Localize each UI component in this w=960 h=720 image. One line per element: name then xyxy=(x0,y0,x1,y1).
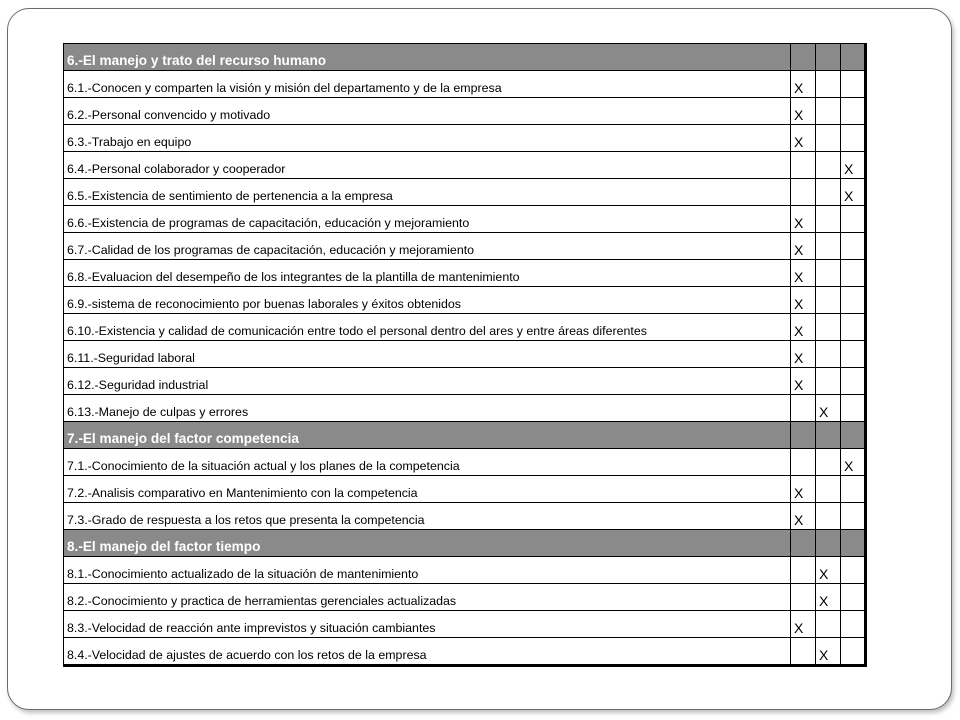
rating-cell-1: X xyxy=(791,233,816,260)
criterion-text: 8.3.-Velocidad de reacción ante imprevistos y situación cambiantes xyxy=(64,611,791,638)
section-header-row xyxy=(64,530,866,557)
rating-cell-3 xyxy=(841,341,866,368)
rating-cell-2 xyxy=(816,368,841,395)
criterion-text: 8.1.-Conocimiento actualizado de la situación de mantenimiento xyxy=(64,557,791,584)
rating-cell-1 xyxy=(791,395,816,422)
section-title: 6.-El manejo y trato del recurso humano xyxy=(64,44,791,71)
section-title: 8.-El manejo del factor tiempo xyxy=(64,530,791,557)
rating-cell-1: X xyxy=(791,287,816,314)
table-row xyxy=(64,179,866,206)
section-header-cell xyxy=(841,530,866,557)
rating-cell-2 xyxy=(816,206,841,233)
rating-cell-1: X xyxy=(791,71,816,98)
rating-cell-1 xyxy=(791,638,816,666)
criterion-text: 6.3.-Trabajo en equipo xyxy=(64,125,791,152)
criterion-text: 6.8.-Evaluacion del desempeño de los integrantes de la plantilla de mantenimiento xyxy=(64,260,791,287)
section-header-cell xyxy=(816,422,841,449)
evaluation-table xyxy=(63,43,867,667)
rating-cell-1: X xyxy=(791,476,816,503)
rating-cell-2 xyxy=(816,287,841,314)
rating-cell-3 xyxy=(841,557,866,584)
rating-cell-3 xyxy=(841,503,866,530)
rating-cell-3: X xyxy=(841,179,866,206)
section-header-cell xyxy=(816,44,841,71)
table-row xyxy=(64,503,866,530)
table-row xyxy=(64,71,866,98)
criterion-text: 6.5.-Existencia de sentimiento de pertenencia a la empresa xyxy=(64,179,791,206)
rating-cell-3 xyxy=(841,287,866,314)
criterion-text: 6.1.-Conocen y comparten la visión y misión del departamento y de la empresa xyxy=(64,71,791,98)
criterion-text: 7.3.-Grado de respuesta a los retos que presenta la competencia xyxy=(64,503,791,530)
table-row xyxy=(64,233,866,260)
table-row xyxy=(64,638,866,666)
rating-cell-2 xyxy=(816,476,841,503)
rating-cell-1: X xyxy=(791,206,816,233)
table-row xyxy=(64,125,866,152)
rating-cell-1: X xyxy=(791,368,816,395)
rating-cell-2 xyxy=(816,152,841,179)
table-row xyxy=(64,287,866,314)
section-header-cell xyxy=(816,530,841,557)
section-header-row xyxy=(64,422,866,449)
rating-cell-2 xyxy=(816,71,841,98)
rating-cell-3 xyxy=(841,368,866,395)
criterion-text: 6.11.-Seguridad laboral xyxy=(64,341,791,368)
rating-cell-1 xyxy=(791,152,816,179)
rating-cell-3 xyxy=(841,233,866,260)
criterion-text: 6.7.-Calidad de los programas de capacitación, educación y mejoramiento xyxy=(64,233,791,260)
rating-cell-2 xyxy=(816,503,841,530)
criterion-text: 6.13.-Manejo de culpas y errores xyxy=(64,395,791,422)
table-row xyxy=(64,152,866,179)
rating-cell-2: X xyxy=(816,395,841,422)
criterion-text: 6.10.-Existencia y calidad de comunicación entre todo el personal dentro del ares y entre áreas diferentes xyxy=(64,314,791,341)
rating-cell-3 xyxy=(841,260,866,287)
rating-cell-1: X xyxy=(791,98,816,125)
rating-cell-2 xyxy=(816,125,841,152)
table-row xyxy=(64,611,866,638)
criterion-text: 7.1.-Conocimiento de la situación actual y los planes de la competencia xyxy=(64,449,791,476)
rating-cell-1: X xyxy=(791,611,816,638)
criterion-text: 6.4.-Personal colaborador y cooperador xyxy=(64,152,791,179)
criterion-text: 6.9.-sistema de reconocimiento por buenas laborales y éxitos obtenidos xyxy=(64,287,791,314)
rating-cell-2 xyxy=(816,233,841,260)
rating-cell-1: X xyxy=(791,503,816,530)
rating-cell-3 xyxy=(841,125,866,152)
rating-cell-3 xyxy=(841,584,866,611)
rating-cell-2 xyxy=(816,314,841,341)
table-row xyxy=(64,557,866,584)
rating-cell-1: X xyxy=(791,341,816,368)
section-header-cell xyxy=(841,44,866,71)
rating-cell-3 xyxy=(841,98,866,125)
rating-cell-1: X xyxy=(791,125,816,152)
table-row xyxy=(64,368,866,395)
rating-cell-2: X xyxy=(816,638,841,666)
rating-cell-3 xyxy=(841,71,866,98)
section-header-cell xyxy=(791,44,816,71)
section-title: 7.-El manejo del factor competencia xyxy=(64,422,791,449)
table-row xyxy=(64,98,866,125)
rating-cell-2 xyxy=(816,611,841,638)
rating-cell-1 xyxy=(791,179,816,206)
rating-cell-3: X xyxy=(841,152,866,179)
rating-cell-1 xyxy=(791,449,816,476)
rating-cell-2: X xyxy=(816,557,841,584)
rating-cell-1: X xyxy=(791,260,816,287)
rating-cell-3 xyxy=(841,395,866,422)
rating-cell-3 xyxy=(841,314,866,341)
rating-cell-3 xyxy=(841,206,866,233)
rating-cell-1 xyxy=(791,584,816,611)
section-header-row xyxy=(64,44,866,71)
evaluation-table-body xyxy=(64,44,866,666)
rating-cell-2: X xyxy=(816,584,841,611)
rating-cell-2 xyxy=(816,98,841,125)
table-row xyxy=(64,476,866,503)
rating-cell-1 xyxy=(791,557,816,584)
rating-cell-3 xyxy=(841,476,866,503)
criterion-text: 8.4.-Velocidad de ajustes de acuerdo con los retos de la empresa xyxy=(64,638,791,666)
rating-cell-2 xyxy=(816,449,841,476)
rating-cell-3 xyxy=(841,638,866,666)
criterion-text: 6.2.-Personal convencido y motivado xyxy=(64,98,791,125)
rating-cell-2 xyxy=(816,260,841,287)
table-row xyxy=(64,206,866,233)
table-row xyxy=(64,395,866,422)
section-header-cell xyxy=(841,422,866,449)
criterion-text: 7.2.-Analisis comparativo en Mantenimiento con la competencia xyxy=(64,476,791,503)
rating-cell-3: X xyxy=(841,449,866,476)
criterion-text: 8.2.-Conocimiento y practica de herramientas gerenciales actualizadas xyxy=(64,584,791,611)
table-row xyxy=(64,341,866,368)
table-row xyxy=(64,584,866,611)
rating-cell-3 xyxy=(841,611,866,638)
rating-cell-2 xyxy=(816,179,841,206)
table-row xyxy=(64,449,866,476)
section-header-cell xyxy=(791,530,816,557)
section-header-cell xyxy=(791,422,816,449)
rating-cell-1: X xyxy=(791,314,816,341)
table-row xyxy=(64,314,866,341)
rating-cell-2 xyxy=(816,341,841,368)
criterion-text: 6.12.-Seguridad industrial xyxy=(64,368,791,395)
table-row xyxy=(64,260,866,287)
criterion-text: 6.6.-Existencia de programas de capacitación, educación y mejoramiento xyxy=(64,206,791,233)
